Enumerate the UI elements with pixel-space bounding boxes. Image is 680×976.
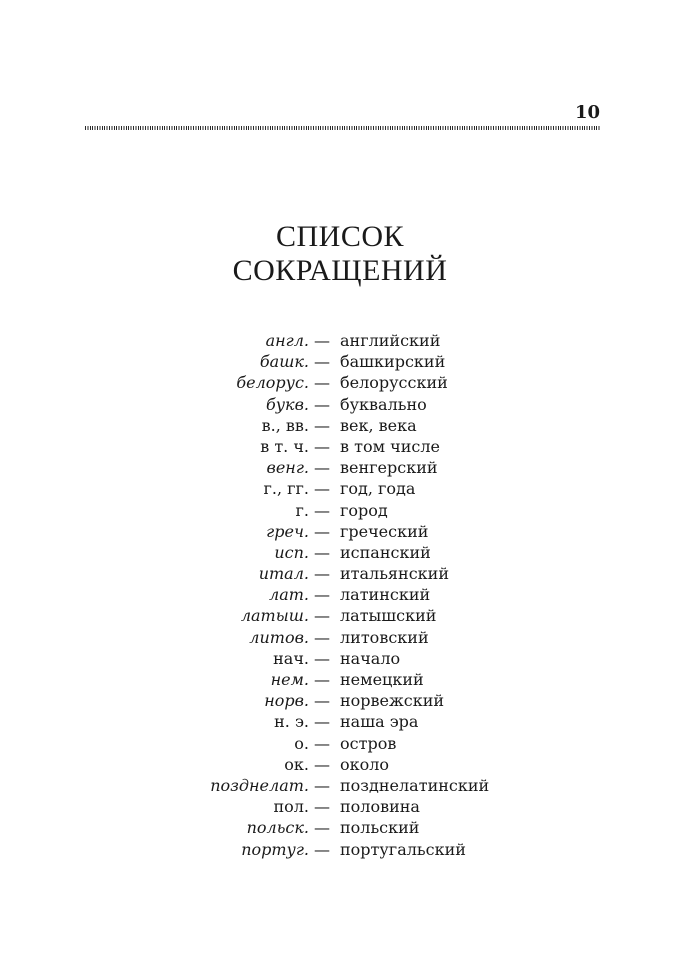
abbreviation: англ. bbox=[265, 331, 309, 350]
abbreviation: польск. bbox=[246, 818, 309, 838]
em-dash: — bbox=[314, 542, 330, 562]
abbreviation: н. э. bbox=[274, 712, 309, 732]
abbreviation: литов. bbox=[249, 627, 309, 647]
abbreviation: белорус. bbox=[236, 373, 309, 393]
list-item bbox=[0, 839, 680, 860]
list-item bbox=[0, 478, 680, 499]
meaning: буквально bbox=[340, 394, 427, 414]
list-item bbox=[0, 351, 680, 372]
meaning: польский bbox=[340, 818, 420, 838]
abbreviation: норв. bbox=[264, 691, 309, 711]
abbreviation: ок. bbox=[284, 754, 309, 774]
em-dash: — bbox=[314, 733, 330, 753]
abbreviation: букв. bbox=[266, 394, 309, 414]
em-dash: — bbox=[314, 839, 330, 859]
em-dash: — bbox=[314, 331, 330, 350]
meaning: венгерский bbox=[340, 458, 438, 478]
abbreviation: лат. bbox=[269, 585, 309, 605]
em-dash: — bbox=[314, 606, 330, 626]
meaning: половина bbox=[340, 797, 420, 817]
list-item bbox=[0, 330, 680, 351]
abbreviation: греч. bbox=[266, 521, 309, 541]
abbreviation: г. bbox=[295, 500, 309, 520]
meaning: греческий bbox=[340, 521, 429, 541]
em-dash: — bbox=[314, 436, 330, 456]
list-item bbox=[0, 394, 680, 415]
list-item bbox=[0, 542, 680, 563]
em-dash: — bbox=[314, 415, 330, 435]
abbreviation: итал. bbox=[258, 564, 309, 584]
meaning: около bbox=[340, 754, 390, 774]
list-item bbox=[0, 796, 680, 817]
list-item bbox=[0, 584, 680, 605]
list-item bbox=[0, 669, 680, 690]
list-item bbox=[0, 372, 680, 393]
list-item bbox=[0, 436, 680, 457]
meaning: город bbox=[340, 500, 388, 520]
list-item bbox=[0, 817, 680, 838]
page-title bbox=[0, 220, 680, 288]
list-item bbox=[0, 775, 680, 796]
em-dash: — bbox=[314, 648, 330, 668]
em-dash: — bbox=[314, 691, 330, 711]
list-item bbox=[0, 500, 680, 521]
abbreviation: венг. bbox=[266, 458, 309, 478]
list-item bbox=[0, 733, 680, 754]
list-item bbox=[0, 521, 680, 542]
meaning: башкирский bbox=[340, 352, 446, 372]
meaning: белорусский bbox=[340, 373, 448, 393]
meaning: испанский bbox=[340, 542, 431, 562]
meaning: английский bbox=[340, 331, 441, 350]
em-dash: — bbox=[314, 373, 330, 393]
meaning: позднелатинский bbox=[340, 775, 490, 795]
abbreviation: нач. bbox=[273, 648, 309, 668]
abbreviation: нем. bbox=[270, 670, 309, 689]
em-dash: — bbox=[314, 458, 330, 478]
em-dash: — bbox=[314, 797, 330, 817]
list-item bbox=[0, 754, 680, 775]
list-item bbox=[0, 605, 680, 626]
em-dash: — bbox=[314, 818, 330, 838]
abbreviation: пол. bbox=[273, 797, 309, 817]
abbreviation: г., гг. bbox=[263, 479, 309, 499]
em-dash: — bbox=[314, 712, 330, 732]
em-dash: — bbox=[314, 479, 330, 499]
meaning: начало bbox=[340, 648, 401, 668]
list-item bbox=[0, 711, 680, 732]
abbreviation-list bbox=[0, 330, 680, 860]
em-dash: — bbox=[314, 754, 330, 774]
abbreviation: о. bbox=[294, 733, 309, 753]
meaning: немецкий bbox=[340, 670, 424, 689]
title-line-1: СПИСОК bbox=[275, 220, 405, 253]
meaning: год, года bbox=[340, 479, 416, 499]
meaning: норвежский bbox=[340, 691, 445, 711]
em-dash: — bbox=[314, 564, 330, 584]
em-dash: — bbox=[314, 500, 330, 520]
title-line-2: СОКРАЩЕНИЙ bbox=[232, 254, 448, 287]
meaning: латинский bbox=[340, 585, 431, 605]
abbreviation: исп. bbox=[274, 542, 309, 562]
meaning: латышский bbox=[340, 606, 437, 626]
meaning: португальский bbox=[340, 839, 466, 859]
em-dash: — bbox=[314, 585, 330, 605]
meaning: век, века bbox=[340, 415, 417, 435]
meaning: литовский bbox=[340, 627, 429, 647]
em-dash: — bbox=[314, 352, 330, 372]
em-dash: — bbox=[314, 521, 330, 541]
abbreviation: в., вв. bbox=[261, 415, 309, 435]
list-item bbox=[0, 563, 680, 584]
em-dash: — bbox=[314, 627, 330, 647]
em-dash: — bbox=[314, 394, 330, 414]
list-item bbox=[0, 457, 680, 478]
abbreviation: башк. bbox=[259, 352, 309, 372]
page-number: 10 bbox=[574, 102, 600, 123]
abbreviation: в т. ч. bbox=[260, 436, 309, 456]
meaning: остров bbox=[340, 733, 397, 753]
meaning: наша эра bbox=[340, 712, 419, 732]
list-item bbox=[0, 415, 680, 436]
list-item bbox=[0, 627, 680, 648]
meaning: итальянский bbox=[340, 564, 449, 584]
meaning: в том числе bbox=[340, 436, 440, 456]
em-dash: — bbox=[314, 775, 330, 795]
list-item bbox=[0, 648, 680, 669]
em-dash: — bbox=[314, 670, 330, 689]
list-item bbox=[0, 690, 680, 711]
abbreviation: португ. bbox=[241, 839, 309, 859]
abbreviation: позднелат. bbox=[210, 775, 309, 795]
header-rule bbox=[85, 126, 600, 130]
abbreviation: латыш. bbox=[240, 606, 309, 626]
